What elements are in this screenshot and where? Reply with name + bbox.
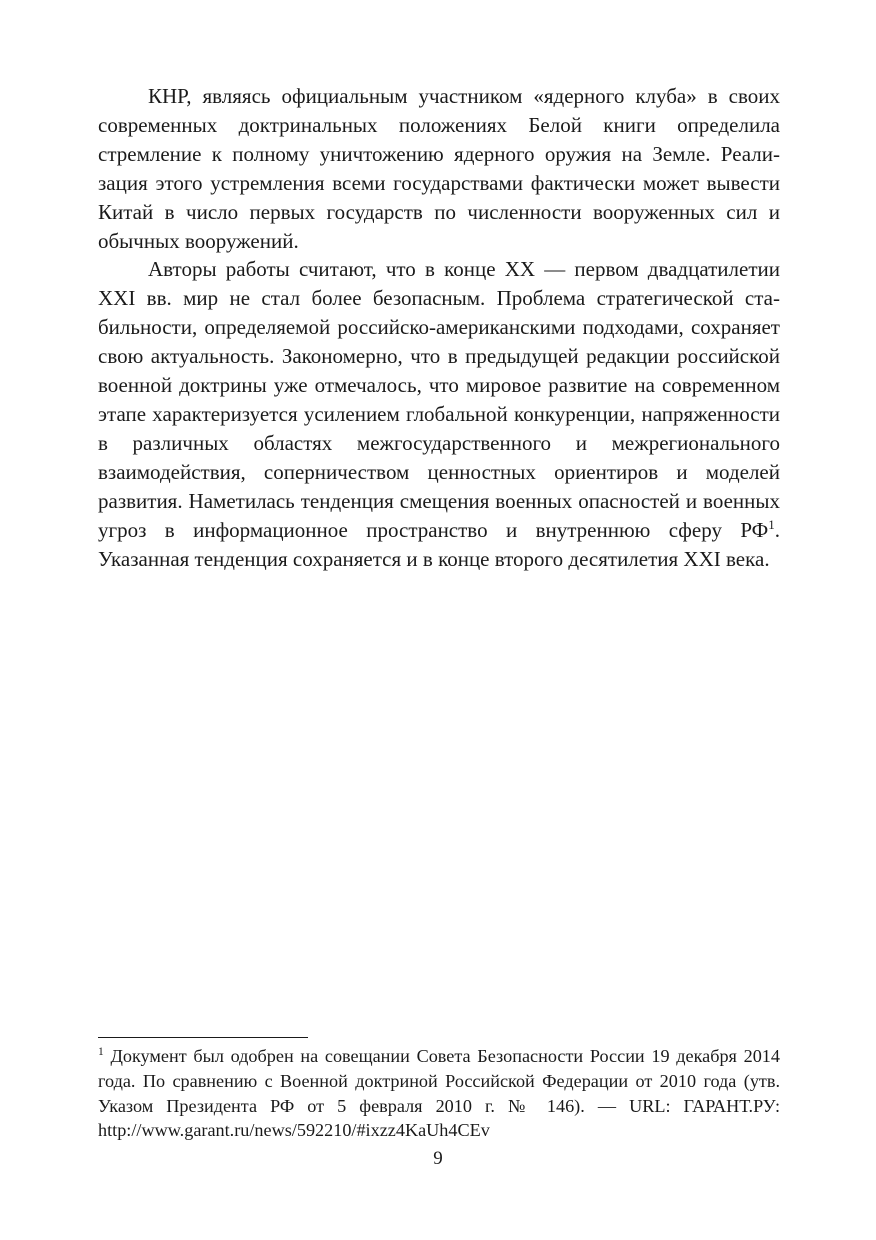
footnote: [98, 1044, 780, 1143]
paragraph-2-text-after-note: . Указанная тенденция сохраняется и в конце второго десятилетия XXI века.: [98, 517, 780, 571]
footnote-reference-marker[interactable]: 1: [768, 516, 775, 532]
footnote-marker: 1: [98, 1046, 104, 1058]
main-text: [98, 82, 780, 573]
footnote-text: Документ был одобрен на совещании Совета Безопасности России 19 декабря 2014 года. По сравнению с Военной доктриной Российской Федерации от 2010 года (утв. Указом Президента РФ от 5 февраля 2010 г. № 146). — URL: ГАРАНТ.РУ: http://www.garant.ru/news/592210/#ixzz4KaUh4CEv: [98, 1046, 780, 1141]
paragraph-2: [98, 255, 780, 573]
paragraph-2-text-before-note: Авторы работы считают, что в конце XX — первом двадцатилетии XXI вв. мир не стал более безопасным. Проблема стратегической стабильности, определяемой российско-американскими подходами, сохраняет свою актуальность. Закономерно, что в предыдущей редакции российской военной доктрины уже отмечалось, что мировое развитие на современном этапе характеризуется усилением глобальной конкуренции, напряженности в различных областях межгосударственного и межрегионального взаимодействия, соперничеством ценностных ориентиров и моделей развития. Наметилась тенденция смещения военных опасностей и военных угроз в информационное пространство и внутреннюю сферу РФ: [98, 257, 780, 542]
paragraph-1: КНР, являясь официальным участником «ядерного клуба» в своих современных доктринальных положениях Белой книги определила стремление к полному уничтожению ядерного оружия на Земле. Реализация этого устремления всеми государствами фактически может вывести Китай в число первых государств по численности вооруженных сил и обычных вооружений.: [98, 84, 780, 253]
page-number: 9: [433, 1148, 443, 1169]
footnote-separator: [98, 1037, 308, 1038]
